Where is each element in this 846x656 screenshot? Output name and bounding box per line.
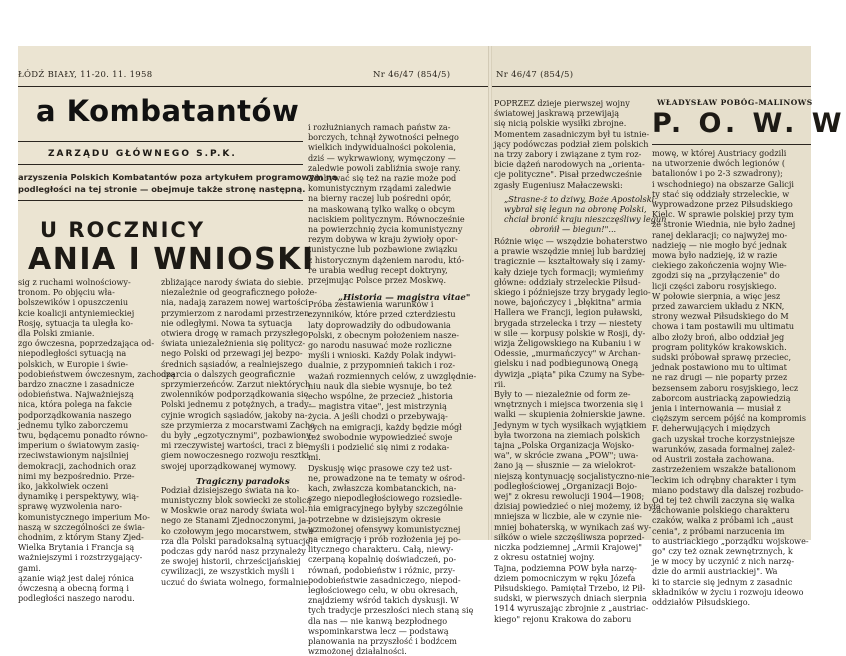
text-line: zwolenników podporządkowania się — [161, 389, 309, 400]
text-line: litycznego charakteru. Całą, niewy- — [308, 544, 454, 555]
text-line: myśli i podzielić się nimi z rodaka- — [308, 442, 450, 453]
text-line: myśli i wnioski. Każdy Polak indywi- — [308, 350, 456, 361]
text-line: z historycznym dążeniem narodu, któ- — [308, 254, 465, 265]
masthead-rule — [18, 141, 303, 142]
text-line: demokracji, zachodnich oraz — [18, 460, 136, 471]
text-line: na utworzenie dwóch legionów ( — [652, 158, 786, 169]
intro-line-1: arzyszenia Polskich Kombatantów poza artykułem programowym na — [18, 172, 338, 182]
masthead-subtitle: ZARZĄDU GŁÓWNEGO S.P.K. — [48, 149, 237, 159]
text-line: re urabia według recept doktryny, — [308, 264, 448, 275]
text-line: przejmując Polsce przez Moskwę. — [308, 275, 447, 286]
left-running-header-issue: Nr 46/47 (854/5) — [373, 70, 451, 80]
text-line: Hallera we Francji, legion puławski, — [494, 307, 643, 318]
text-line: rza dla Polski paradoksalną sytuację: — [161, 535, 313, 546]
text-line: jednak postawiono mu to ultimat — [652, 362, 787, 373]
text-line: tajna „Polska Organizacja Wojsko- — [494, 440, 635, 451]
text-line: du były „egzotycznymi", pozbawiony- — [161, 430, 314, 441]
text-line: nia, nadają zarazem nowej wartości — [161, 297, 308, 308]
text-line: ciekiego zakończenia wojny Wie- — [652, 260, 787, 271]
poem-quote — [504, 194, 667, 234]
text-line: bezsensem zaboru rosyjskiego, lecz — [652, 382, 799, 393]
text-line: Momentem zasadniczym był tu istnie- — [494, 128, 650, 139]
text-line: w sile — korpusy polskie w Rosji, dy- — [494, 327, 646, 338]
text-line: program polityków krakowskich. — [652, 341, 787, 352]
text-line: gach uzyskał troche korzystniejsze — [652, 433, 795, 444]
section-heading-historia: „Historia — magistra vitae" — [338, 293, 471, 303]
text-line: Polski jednemu z potężnych, a trady- — [161, 399, 312, 410]
right-article-column-1 — [494, 98, 650, 190]
text-line: munistyczny blok sowiecki ze stolicą — [161, 495, 312, 506]
text-line: rezym dobywa w kraju żywioły opor- — [308, 234, 458, 245]
text-line: na powierzchnię życia komunistyczny — [308, 224, 463, 235]
text-line: dziem pomocniczym w ręku Józefa — [494, 572, 636, 583]
text-line: cywilizacji, ze wszystkich myśli i — [161, 566, 295, 577]
left-running-header-date: ŁÓDŹ BIAŁY, 11-20. 11. 1958 — [18, 70, 153, 80]
text-line: niczka podziemnej „Armii Krajowej" — [494, 542, 642, 553]
article-author: WŁADYSŁAW POBÓG-MALINOWS — [657, 98, 813, 107]
right-page — [492, 46, 846, 624]
text-line: skiego i późniejsze trzy brygady legio- — [494, 287, 651, 298]
text-line: cenia", z próbami narzucenia im — [652, 525, 785, 536]
text-line: sze przymierza z mocarstwami Zacho- — [161, 419, 318, 430]
text-line: walki — skupienia żołnierskie jawne. — [494, 409, 646, 420]
text-line: zgo ówczesna, poprzedzająca od- — [18, 338, 155, 349]
text-line: gielsku i nad podbiegunową Onegą — [494, 358, 639, 369]
text-line: wielkich indywidualności pokolenia, — [308, 142, 456, 153]
title-rule — [652, 144, 811, 145]
text-line: sudski próbował sprawę przeciec, — [652, 352, 792, 363]
text-line: kcie koalicji antyniemieckiej — [18, 307, 135, 318]
text-line: Były to — niezależnie od form ze- — [494, 389, 631, 400]
text-line: Zdobywać się też na razie może pod — [308, 173, 457, 184]
text-line: świata uniezależnienia się politycz- — [161, 338, 306, 349]
text-line: była tworzona na ziemiach polskich — [494, 429, 641, 440]
text-line: Piłsudskiego. Pamiętał Trzebo, iż Pił- — [494, 582, 646, 593]
text-line: czerpaną kopalnię doświadczeń, po- — [308, 554, 457, 565]
text-line: kały dzieje tych formacji; wymieńmy — [494, 266, 644, 277]
text-line: nie odległymi. Nowa ta sytuacja — [161, 317, 293, 328]
text-line: naszą w szczególności ze świa- — [18, 521, 145, 532]
text-line: tunistyczne lub pozbawione związku — [308, 244, 458, 255]
text-line: leckim ich odrębny charakter i tym — [652, 474, 797, 485]
text-line: ważniejszymi i rozstrzygający- — [18, 552, 143, 563]
text-line: odobieństwa. Najważniejszą — [18, 389, 134, 400]
text-line: w Moskwie oraz narody świata wol- — [161, 505, 308, 516]
text-line: na emigrację i prób rozłożenia jej po- — [308, 533, 461, 544]
text-line: niepodległości sytuacją na — [18, 348, 127, 359]
text-line: sig z ruchami wolnościowy- — [18, 277, 131, 287]
text-line: chciał bronić kraju nieszczęśliwy legun — [504, 214, 667, 224]
text-line: podobieństwem ówczesnym, zachodzą — [18, 368, 176, 379]
text-line: Różnie więc — wszędzie bohaterstwo — [494, 236, 648, 246]
text-line: czaków, walka z próbami ich „aust — [652, 515, 794, 526]
text-line: giem nowoczesnego rozwoju resztki — [161, 450, 309, 461]
text-line: W połowie sierpnia, a więc jesz — [652, 290, 781, 301]
text-line: dzie do armii austriackiej". Wa — [652, 566, 778, 577]
text-line: znajdziemy wśród takich dyskusji. W — [308, 595, 459, 606]
text-line: laty doprowadziły do odbudowania — [308, 319, 451, 330]
text-line: komunistycznym rządami zaledwie — [308, 183, 452, 194]
text-line: batalionów i po 2-3 szwadrony); — [652, 168, 783, 179]
column-2-text — [161, 277, 318, 587]
text-line: tronom. Po objęciu wła- — [18, 287, 115, 298]
text-line: warunków, zasada formalnej zależ- — [652, 443, 795, 454]
left-article-column-3 — [308, 122, 478, 656]
text-line: wa", w skrócie zwana „POW"; uwa- — [494, 450, 639, 461]
text-line: rii. — [494, 378, 506, 389]
text-line: podległości naszego narodu. — [18, 593, 135, 604]
text-line: od Austrii została zachowana. — [652, 454, 775, 465]
text-line: jący podówczas podział ziem polskich — [494, 138, 649, 149]
text-line: obrońił — biegun!"... — [529, 224, 617, 234]
text-line: mowę, w której Austriacy godzili — [652, 148, 787, 158]
text-line: gami. — [18, 562, 41, 573]
text-line: ne, prowadzone na te tematy w ośrod- — [308, 472, 466, 483]
text-line: dywizja „piąta" pika Czumy na Sybe- — [494, 368, 645, 379]
text-line: Rosję, sytuacja ta uległa ko- — [18, 317, 133, 328]
text-line: wspominkarstwa lecz — podstawą — [308, 625, 449, 636]
text-line: zbliżające narody świata do siebie. — [161, 277, 304, 287]
text-line: cięższym sercem pójść na kompromis — [652, 413, 807, 424]
text-line: Tajna, podziemna POW była narzę- — [494, 562, 637, 573]
text-line: ległościowego celu, w obu okresach, — [308, 584, 458, 595]
text-line: się nicią polskie wysiłki zbrojne. — [494, 118, 627, 129]
text-line: ważań rozmiennych celów, z uwzględnie- — [308, 370, 477, 381]
text-line: twu, będącemu ponadto równo- — [18, 430, 148, 441]
text-line: podczas gdy naród nasz przynależy — [161, 546, 306, 557]
text-line: miano podstawy dla dalszej rozbudo- — [652, 484, 804, 495]
text-line: że stronie Wiednia, nie było żadnej — [652, 219, 796, 230]
column-3-text — [308, 122, 478, 656]
left-article-column-1 — [18, 277, 176, 604]
text-line: go narodu nasuwać może rozliczne — [308, 340, 452, 351]
text-line: cych na emigracji, każdy będzie mógł — [308, 421, 462, 432]
text-line: to austriackiego „porządku wojskowe- — [652, 535, 809, 546]
text-line: Jedynym w tych wysiłkach wyjątkiem — [494, 419, 647, 430]
text-line: siłków o wiele szczęśliwsza poprzed- — [494, 531, 645, 542]
text-line: rzeciwstawionym najsilniej — [18, 450, 129, 461]
text-line: komunistycznego imperium Mo- — [18, 511, 150, 522]
text-line: niezależnie od geograficznego położe- — [161, 287, 317, 298]
text-line: przymierzom z narodami przestrzen- — [161, 307, 313, 318]
text-line: nego Polski od przewagi jej bezpo- — [161, 348, 303, 359]
text-line: światowej jaskrawą przewijają — [494, 108, 620, 119]
text-line: nica, która polega na fakcie — [18, 399, 132, 410]
text-line: cje polityczne". Pisał przedwcześnie — [494, 169, 642, 180]
text-line: podporządkowania naszego — [18, 409, 132, 420]
text-line: nadzieję — nie mogło być jednak — [652, 239, 787, 250]
text-line: wizja Żeligowskiego na Kubaniu i w — [494, 338, 641, 349]
article-headline-top: U ROCZNICY — [40, 218, 206, 242]
text-line: i rozłużnianych ramach państw za- — [308, 122, 451, 132]
text-line: strony wezwał Piłsudskiego do M — [652, 311, 789, 322]
left-page — [18, 46, 488, 656]
text-line: ówczesną a obecną formą i — [18, 583, 129, 594]
right-running-header-issue: Nr 46/47 (854/5) — [496, 70, 574, 80]
text-line: ty stać się oddziały strzeleckie, w — [652, 188, 790, 199]
right-article-column-2 — [652, 148, 811, 607]
text-line: też swobodnie wypowiedzieć swoje — [308, 431, 453, 442]
section-heading-tragic-paradox: Tragiczny paradoks — [196, 477, 290, 487]
text-line: potrzebne w dzisiejszym okresie — [308, 513, 441, 524]
text-line: mowa było nadzieję, iż w razie — [652, 250, 778, 261]
text-line: kach, zwłaszcza kombatanckich, na- — [308, 482, 457, 493]
text-line: cyjnie wrogich sąsiadów, jakoby na- — [161, 409, 308, 420]
article-title-pow: P. O. W. W — [652, 108, 846, 139]
text-line: czynników, które przed czterdziestu — [308, 309, 456, 320]
text-line: swojej uporządkowanej wymowy. — [161, 460, 297, 471]
text-line: naciskiem politycznym. Równocześnie — [308, 213, 465, 224]
text-line: Odessie, „murmańczycy" w Archan- — [494, 348, 641, 359]
text-line: dla nas — nie kanwą bezpłodnego — [308, 615, 448, 626]
text-line: dzisiaj powiedzieć o niej możemy, iż była — [494, 501, 661, 512]
text-line: mi. — [308, 452, 321, 463]
text-line: planowania na przyszłość i bodźcem — [308, 635, 457, 646]
text-line: wyprowadzone przez Piłsudskiego — [652, 199, 793, 210]
text-line: — magistra vitae", jest mistrzynią — [308, 401, 447, 412]
text-line: na trzy zabory i związane z tym roz- — [494, 149, 642, 160]
text-line: wzmożonej działalności. — [308, 646, 407, 656]
text-line: a prawie wszędzie mniej lub bardziej — [494, 246, 646, 257]
right-article-column-1-continued — [494, 236, 661, 624]
right-header-rule — [492, 86, 811, 87]
text-line: oddziałów Piłsudskiego. — [652, 596, 751, 607]
text-line: zachowanie polskiego charakteru — [652, 505, 790, 516]
text-line: życia. A jeśli chodzi o przebywają- — [308, 411, 448, 422]
text-line: F. deherwujących i międzych — [652, 423, 771, 434]
header-rule — [18, 86, 488, 87]
text-line: Od tej też chwili zaczyna się walka — [652, 494, 795, 505]
text-line: brygada strzelecka i trzy — niestety — [494, 317, 642, 328]
text-line: jenia i internowania — musiał z — [652, 403, 781, 414]
text-line: POPRZEZ dzieje pierwszej wojny — [494, 98, 630, 108]
newspaper-scan — [18, 46, 846, 656]
text-line: uczuć do świata wolnego, formalnie — [161, 576, 309, 587]
text-line: polskich, w Europie i świe- — [18, 358, 129, 369]
text-line: bardzo znaczne i zasadnicze — [18, 379, 135, 390]
text-line: nimi my bezpośrednio. Prze- — [18, 470, 135, 481]
text-line: borczych, tchnął żywotności pełnego — [308, 132, 459, 143]
text-line: dla Polski zmianie. — [18, 328, 95, 339]
text-line: tragicznie — kształtowały się i zamy- — [494, 256, 646, 267]
intro-rule — [18, 200, 303, 201]
text-line: Wielka Brytania i Francja są — [18, 542, 135, 553]
text-line: podległościowej „Organizacji Bojo- — [494, 480, 637, 491]
text-line: szego niepodległościowego rozsiedle- — [308, 493, 463, 504]
text-line: mi rzeczywistej wartości, traci z bie- — [161, 440, 311, 451]
text-line: sudski, w pierwszych dniach sierpnia — [494, 593, 647, 604]
text-line: równań, podobieństw i różnic, przy- — [308, 564, 456, 575]
text-line: dziś — wykrwawiony, wymęczony — — [308, 152, 456, 163]
text-line: dynamikę i perspektywy, wią- — [18, 491, 139, 502]
text-line: zgasły Eugeniusz Małaczewski: — [494, 179, 623, 190]
text-line: otwiera drogę w ramach przyszłego — [161, 328, 308, 339]
text-line: 1914 wyruszając zbrojnie z „austriac- — [494, 603, 649, 614]
text-line: chodnim, z którym Stany Zjed- — [18, 532, 144, 543]
text-line: nego ze Stanami Zjednoczonymi, ja- — [161, 515, 309, 526]
text-line: podobieństwie zasadniczego, niepod- — [308, 574, 461, 585]
text-line: jednemu tylko zaborczemu — [18, 419, 129, 430]
left-article-column-2 — [161, 277, 318, 587]
text-line: bolszewików i opuszczeniu — [18, 297, 129, 308]
text-line: zgodzi się na „przyłączenie" do — [652, 270, 780, 281]
text-line: Kielc. W sprawie polskiej przy tym — [652, 209, 794, 220]
text-line: chowa i tam postawili mu ultimatu — [652, 321, 795, 332]
text-line: mniejsza w liczbie, ale w czynie nie- — [494, 511, 642, 522]
text-line: główne: oddziały strzeleckie Piłsud- — [494, 276, 641, 287]
text-line: z okresu ostatniej wojny. — [494, 552, 595, 563]
text-line: ranej deklaracji; co najwyżej mo- — [652, 229, 788, 240]
text-line: Dyskusję więc prasowe czy też ust- — [308, 462, 453, 473]
text-line: na bierny raczej lub pośredni opór, — [308, 193, 452, 204]
text-line: wzmożonej ofensywy komunistycznej — [308, 523, 461, 534]
text-line: Próba zestawienia warunków i — [308, 299, 434, 310]
text-line: zaborcom austriacką zapowiedzią — [652, 392, 791, 403]
text-line: średnich sąsiadów, a realniejszego — [161, 358, 303, 369]
text-line: nowe, bajończycy i „błękitna" armia — [494, 297, 642, 308]
text-line: ko czołowym jego mocarstwem, stwa- — [161, 525, 316, 536]
text-line: imperium o światowym zasię- — [18, 440, 140, 451]
text-line: niejszą kontynuację socjalistyczno-nie- — [494, 470, 653, 481]
text-line: tych tradycje przeszłości niech staną się — [308, 605, 474, 616]
text-line: wybrał się legun na obronę Polski, — [504, 204, 647, 214]
article-headline-main: ANIA I WNIOSKI — [28, 242, 315, 277]
text-line: Polski, z obecnym położeniem nasze- — [308, 329, 460, 340]
text-line: je w mocy by uczynić z nich narzę- — [652, 556, 795, 567]
text-line: sprzymierzeńców. Zarzut niektórych — [161, 379, 311, 390]
text-line: przed zawarciem układu z NKN, — [652, 301, 785, 312]
text-line: albo złoży broń, albo oddział jeg — [652, 331, 785, 342]
text-line: licji części zaboru rosyjskiego. — [652, 280, 777, 291]
subtitle-rule — [18, 164, 303, 165]
text-line: żano ją — słusznie — za wielokrot- — [494, 460, 636, 471]
text-line: bicie dążeń narodowych na „orienta- — [494, 159, 645, 170]
text-line: ne raz drugi — nie poparty przez — [652, 372, 788, 383]
text-line: dualnie, z przypomnień takich i roz- — [308, 360, 456, 371]
text-line: Podział dzisiejszego świata na ko- — [161, 484, 300, 495]
text-line: go" czy też oznak zewnętrznych, k — [652, 545, 793, 556]
text-line: ązanie wiąż jest dalej rónica — [18, 572, 134, 583]
text-line: i wschodniego) na obszarze Galicji — [652, 178, 794, 189]
text-line: mniej bohaterską, w wynikach zaś wy- — [494, 521, 652, 532]
text-line: zaledwie powoli zabliźnia swoje rany. — [308, 162, 461, 173]
text-line: ze swojej historii, chrześcijańskiej — [161, 556, 301, 567]
text-line: iko, jakkolwiek oczeni — [18, 481, 109, 492]
text-line: wnętrznych i miejsca tworzenia się i — [494, 399, 644, 410]
text-line: sprawę wyzwolenia naro- — [18, 501, 122, 512]
text-line: ki to starcie się jednym z zasadnic — [652, 576, 793, 587]
text-line: oparcia o dalszych geograficznie — [161, 368, 296, 379]
text-line: wej" z okresu rewolucji 1904—1908; — [494, 491, 645, 502]
text-line: składników w życiu i rozwoju ideowo — [652, 586, 804, 597]
text-line: zastrzeżeniem wszakże batalionom — [652, 464, 796, 475]
text-line: na maskowaną tylko walkę o obcym — [308, 203, 456, 214]
text-line: niu nauk dla siebie wysnuje, bo też — [308, 380, 452, 391]
text-line: echo wspólne, że przecież „historia — [308, 391, 453, 402]
intro-line-2: podległości na tej stronie — obejmuje także stronę następną. — [18, 184, 306, 194]
text-line: nia emigracyjnego byłyby szczególnie — [308, 503, 463, 514]
masthead-title: a Kombatantów — [36, 94, 300, 128]
text-line: „Strasne-ż to dziwy, Boże Apostolski, — [504, 194, 657, 204]
text-line: kiego" rejonu Krakowa do zaboru — [494, 613, 632, 624]
